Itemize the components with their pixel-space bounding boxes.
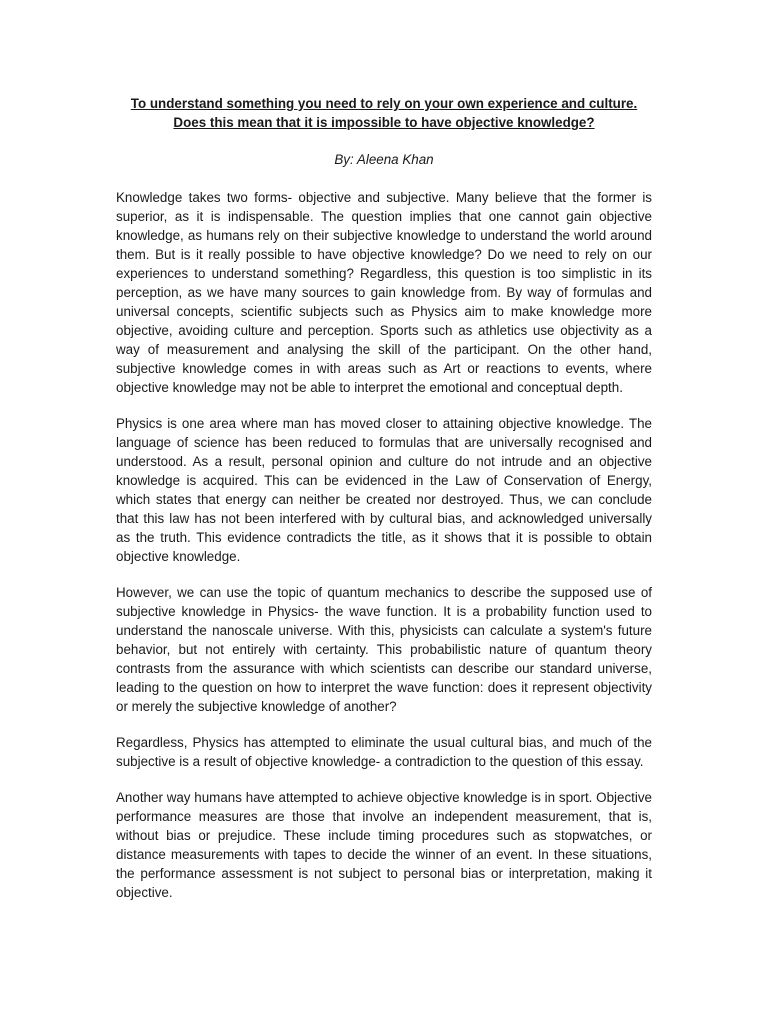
essay-title-line-1: To understand something you need to rely on your own experience and culture. bbox=[130, 96, 638, 111]
paragraph-4: Regardless, Physics has attempted to eliminate the usual cultural bias, and much of the subjective is a result of objective knowledge- a contradiction to the question of this essay. bbox=[116, 735, 652, 769]
essay-title-line-2: Does this mean that it is impossible to have objective knowledge? bbox=[173, 115, 595, 130]
essay-author: By: Aleena Khan bbox=[334, 152, 434, 167]
paragraph-2: Physics is one area where man has moved closer to attaining objective knowledge. The language of science has been reduced to formulas that are universally recognised and understood. As a result, personal opinion and culture do not intrude and an objective knowledge is acquired. This can be evidenced in the Law of Conservation of Energy, which states that energy can neither be created nor destroyed. Thus, we can conclude that this law has not been interfered with by cultural bias, and acknowledged universally as the truth. This evidence contradicts the title, as it shows that it is possible to obtain objective knowledge. bbox=[116, 416, 652, 564]
essay-title bbox=[116, 94, 652, 132]
paragraph-3: However, we can use the topic of quantum mechanics to describe the supposed use of subjective knowledge in Physics- the wave function. It is a probability function used to understand the nanoscale universe. With this, physicists can calculate a system's future behavior, but not entirely with certainty. This probabilistic nature of quantum theory contrasts from the assurance with which scientists can describe our standard universe, leading to the question on how to interpret the wave function: does it represent objectivity or merely the subjective knowledge of another? bbox=[116, 585, 652, 714]
paragraph-1: Knowledge takes two forms- objective and subjective. Many believe that the former is superior, as it is indispensable. The question implies that one cannot gain objective knowledge, as humans rely on their subjective knowledge to understand the world around them. But is it really possible to have objective knowledge? Do we need to rely on our experiences to understand something? Regardless, this question is too simplistic in its perception, as we have many sources to gain knowledge from. By way of formulas and universal concepts, scientific subjects such as Physics aim to make knowledge more objective, avoiding culture and perception. Sports such as athletics use objectivity as a way of measurement and analysing the skill of the participant. On the other hand, subjective knowledge comes in with areas such as Art or reactions to events, where objective knowledge may not be able to interpret the emotional and conceptual depth. bbox=[116, 190, 652, 395]
essay-page bbox=[116, 94, 652, 919]
paragraph-5: Another way humans have attempted to achieve objective knowledge is in sport. Objective performance measures are those that involve an independent measurement, that is, without bias or prejudice. These include timing procedures such as stopwatches, or distance measurements with tapes to decide the winner of an event. In these situations, the performance assessment is not subject to personal bias or interpretation, making it objective. bbox=[116, 790, 652, 900]
